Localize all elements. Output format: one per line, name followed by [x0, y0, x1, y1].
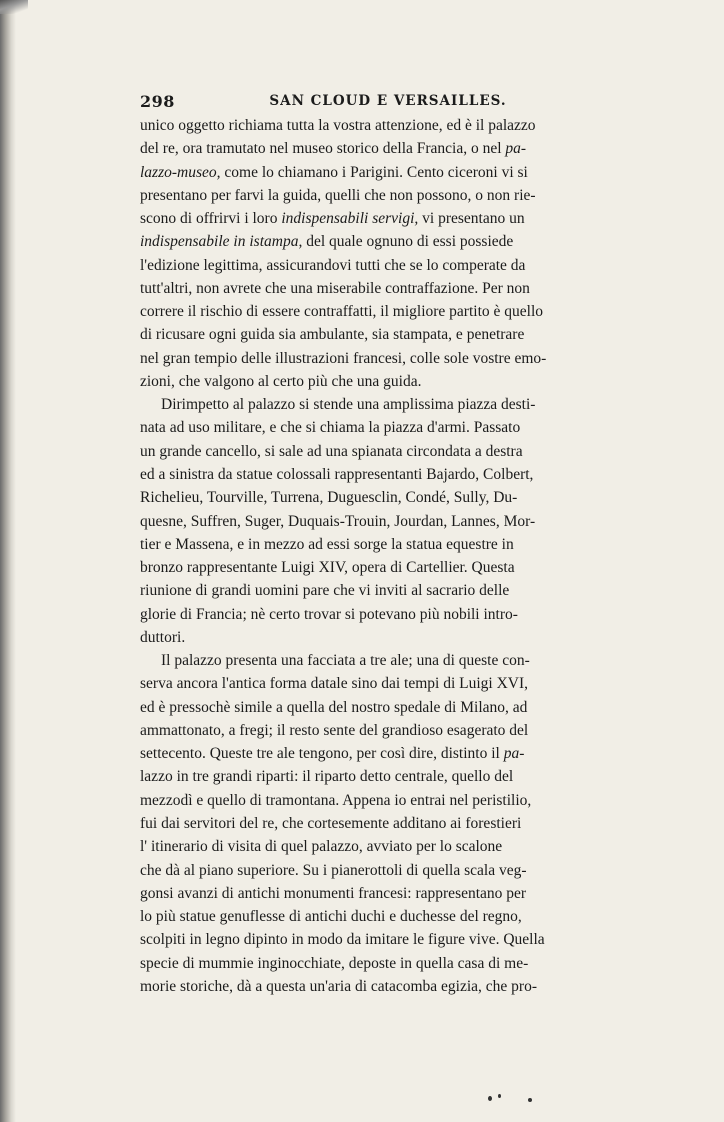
text-line: che dà al piano superiore. Su i pianerottoli di quella scala veg-: [140, 861, 527, 879]
text-line: fui dai servitori del re, che cortesemente additano ai forestieri: [140, 814, 522, 832]
text-line: lazzo in tre grandi riparti: il riparto detto centrale, quello del: [140, 768, 514, 786]
text-line: scono di offrirvi i loro indispensabili servigi, vi presentano un: [140, 210, 525, 228]
text-line: bronzo rappresentante Luigi XIV, opera di Cartellier. Questa: [140, 559, 515, 577]
text-line: Dirimpetto al palazzo si stende una amplissima piazza desti-: [161, 396, 536, 414]
text-line: tier e Massena, e in mezzo ad essi sorge la statua equestre in: [140, 535, 514, 553]
text-line: settecento. Queste tre ale tengono, per così dire, distinto il pa-: [140, 745, 525, 763]
text-line: tutt'altri, non avrete che una miserabile contraffazione. Per non: [140, 279, 530, 297]
text-line: gonsi avanzi di antichi monumenti francesi: rappresentano per: [140, 884, 527, 902]
page-number: 298: [140, 92, 175, 111]
page-corner-mark: [0, 0, 28, 14]
text-line: unico oggetto richiama tutta la vostra attenzione, ed è il palazzo: [140, 117, 536, 134]
text-line: ed è pressochè simile a quella del nostro spedale di Milano, ad: [140, 698, 528, 716]
page-binding-shadow: [0, 0, 16, 1122]
text-line: l'edizione legittima, assicurandovi tutti che se lo comperate da: [140, 256, 526, 274]
text-line: serva ancora l'antica forma datale sino dai tempi di Luigi XVI,: [140, 675, 528, 693]
text-line: ammattonato, a fregi; il resto sente del grandioso esagerato del: [140, 721, 529, 739]
running-title: SAN CLOUD E VERSAILLES.: [269, 93, 507, 109]
text-line: ed a sinistra da statue colossali rappresentanti Bajardo, Colbert,: [140, 465, 534, 483]
text-line: mezzodì e quello di tramontana. Appena io entrai nel peristilio,: [140, 791, 532, 809]
body-text: [140, 114, 640, 998]
text-line: Richelieu, Tourville, Turrena, Duguesclin, Condé, Sully, Du-: [140, 489, 518, 507]
text-line: indispensabile in istampa, del quale ognuno di essi possiede: [140, 233, 514, 251]
text-line: un grande cancello, si sale ad una spianata circondata a destra: [140, 442, 523, 460]
text-line: del re, ora tramutato nel museo storico della Francia, o nel pa-: [140, 140, 527, 158]
text-line: duttori.: [140, 628, 186, 646]
text-line: Il palazzo presenta una facciata a tre ale; una di queste con-: [161, 652, 530, 670]
text-line: lo più statue genuflesse di antichi duchi e duchesse del regno,: [140, 908, 522, 926]
text-line: nata ad uso militare, e che si chiama la piazza d'armi. Passato: [140, 419, 521, 437]
text-line: lazzo-museo, come lo chiamano i Parigini. Cento ciceroni vi si: [140, 163, 528, 181]
text-line: zioni, che valgono al certo più che una guida.: [140, 372, 422, 390]
text-line: presentano per farvi la guida, quelli che non possono, o non rie-: [140, 186, 536, 204]
text-line: quesne, Suffren, Suger, Duquais-Trouin, Jourdan, Lannes, Mor-: [140, 512, 536, 530]
text-line: glorie di Francia; nè certo trovar si potevano più nobili intro-: [140, 605, 518, 623]
text-line: di ricusare ogni guida sia ambulante, sia stampata, e penetrare: [140, 326, 525, 344]
text-line: specie di mummie inginocchiate, deposte in quella casa di me-: [140, 954, 529, 972]
text-line: l' itinerario di visita di quel palazzo, avviato per lo scalone: [140, 838, 503, 856]
page-header: [140, 92, 636, 112]
text-line: nel gran tempio delle illustrazioni francesi, colle sole vostre emo-: [140, 349, 547, 367]
text-line: riunione di grandi uomini pare che vi inviti al sacrario delle: [140, 582, 510, 600]
text-line: scolpiti in legno dipinto in modo da imitare le figure vive. Quella: [140, 931, 545, 949]
text-line: morie storiche, dà a questa un'aria di catacomba egizia, che pro-: [140, 977, 537, 995]
text-line: correre il rischio di essere contraffatti, il migliore partito è quello: [140, 303, 543, 321]
printer-marks: [478, 1094, 538, 1106]
